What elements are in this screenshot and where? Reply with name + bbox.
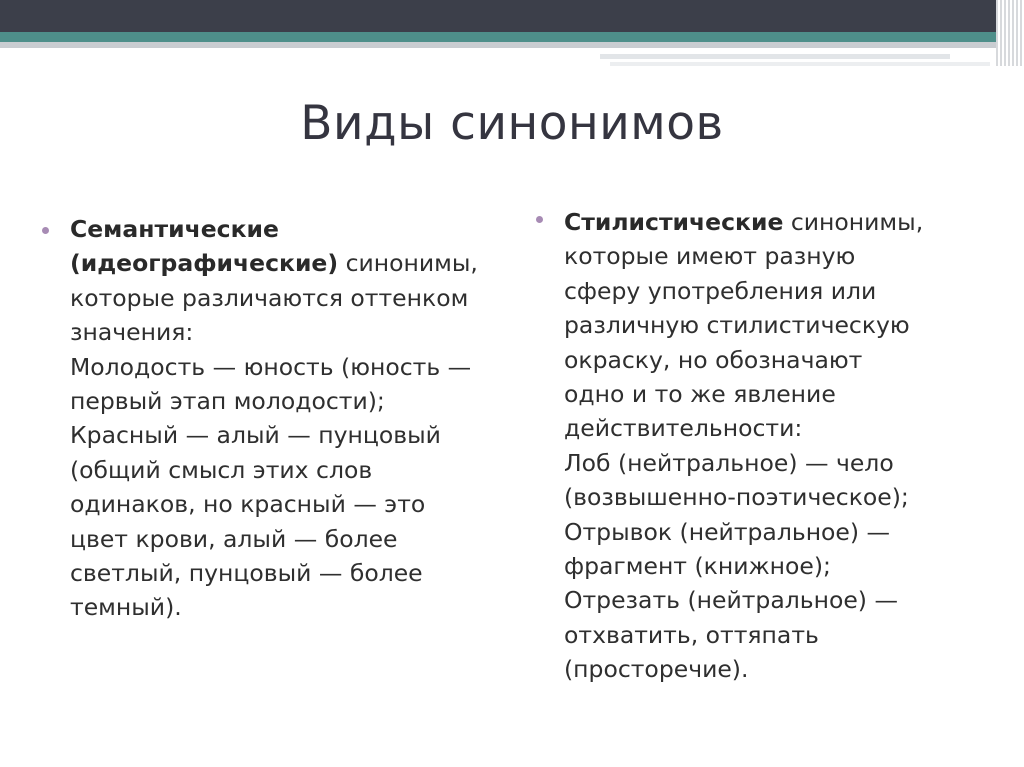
- bullet-dot-icon: [42, 227, 49, 234]
- bold-term: (идеографические): [70, 249, 339, 278]
- text-line: [70, 212, 540, 246]
- text-fragment: синонимы,: [783, 208, 924, 236]
- text-line: [564, 205, 994, 239]
- text-line: фрагмент (книжное);: [564, 552, 831, 581]
- header-band-grey: [0, 42, 1024, 48]
- text-line: Отрывок (нейтральное) —: [564, 517, 891, 546]
- header-band-teal: [0, 32, 1024, 42]
- text-line: [70, 246, 540, 280]
- bold-term: Семантические: [70, 215, 279, 243]
- text-line: цвет крови, алый — более: [70, 524, 398, 553]
- bold-term: Стилистические: [564, 208, 784, 236]
- text-line: светлый, пунцовый — более: [70, 559, 423, 588]
- text-line: сферу употребления или: [564, 276, 877, 305]
- text-line: первый этап молодости);: [70, 387, 385, 416]
- text-line: которые имеют разную: [564, 242, 856, 271]
- text-line: Отрезать (нейтральное) —: [564, 586, 898, 615]
- text-line: темный).: [70, 593, 182, 622]
- text-line: действительности:: [564, 414, 803, 443]
- header-band-dark: [0, 0, 1024, 32]
- text-line: Лоб (нейтральное) — чело: [564, 448, 894, 477]
- right-column-text: [564, 205, 994, 687]
- header-band-light: [600, 54, 950, 59]
- text-line: отхватить, оттяпать: [564, 620, 819, 649]
- header-band-light-secondary: [610, 62, 990, 66]
- text-line: (просторечие).: [564, 655, 749, 684]
- slide-title: Виды синонимов: [300, 96, 724, 151]
- text-line: (общий смысл этих слов: [70, 455, 373, 484]
- text-line: одинаков, но красный — это: [70, 490, 426, 519]
- text-line: Красный — алый — пунцовый: [70, 421, 441, 450]
- text-fragment: синонимы,: [338, 249, 478, 278]
- header-stripes-decoration: [996, 0, 1024, 66]
- text-line: Молодость — юность (юность —: [70, 352, 472, 381]
- text-line: которые различаются оттенком: [70, 283, 469, 312]
- text-line: окраску, но обозначают: [564, 345, 863, 374]
- left-column-text: [70, 212, 540, 625]
- text-line: (возвышенно-поэтическое);: [564, 483, 909, 512]
- text-line: значения:: [70, 318, 194, 347]
- text-line: одно и то же явление: [564, 380, 836, 409]
- bullet-dot-icon: [536, 216, 543, 223]
- text-line: различную стилистическую: [564, 311, 910, 340]
